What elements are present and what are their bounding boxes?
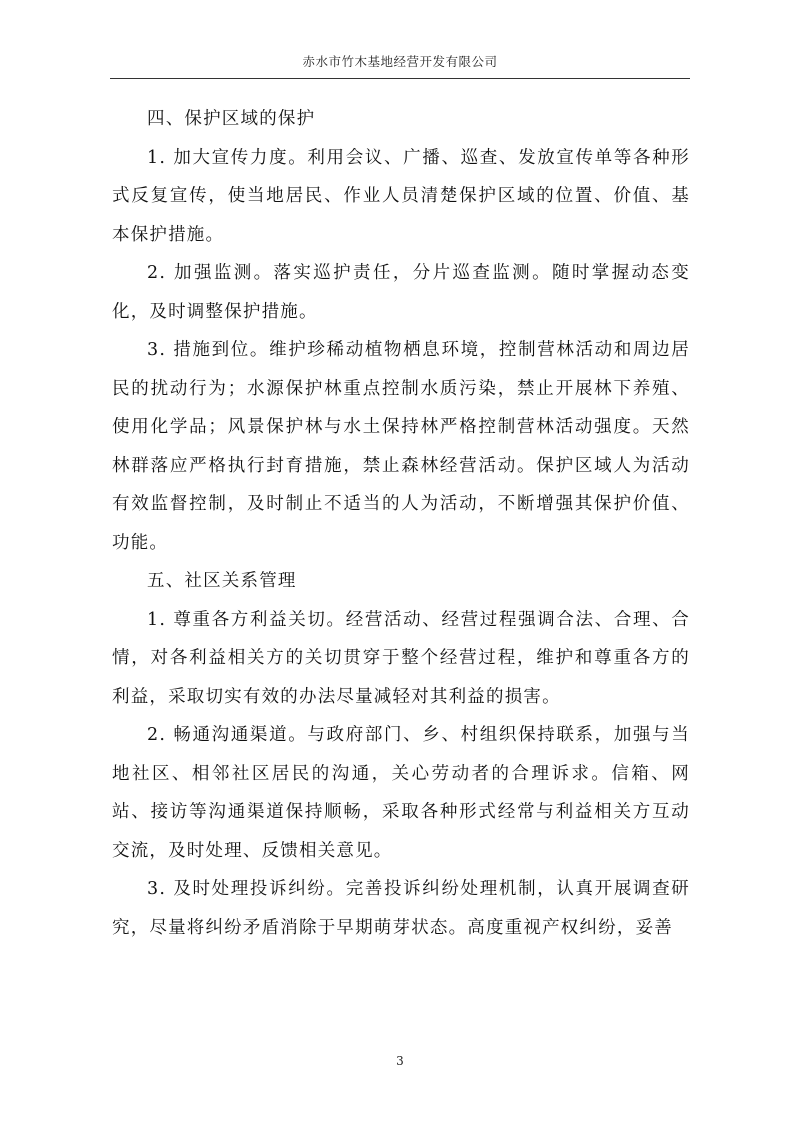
section-heading-protection: 四、保护区域的保护 — [147, 109, 316, 129]
paragraph: 2. 畅通沟通渠道。与政府部门、乡、村组织保持联系，加强与当地社区、相邻社区居民的沟通，关心劳动者的合理诉求。信箱、网站、接访等沟通渠道保持顺畅，采取各种形式经常与利益相关方互动交流，及时处理、反馈相关意见。 — [112, 725, 690, 861]
page-number: 3 — [396, 1054, 404, 1068]
section-heading-community: 五、社区关系管理 — [147, 571, 297, 591]
paragraph: 3. 及时处理投诉纠纷。完善投诉纠纷处理机制，认真开展调查研究，尽量将纠纷矛盾消除于早期萌芽状态。高度重视产权纠纷，妥善 — [112, 879, 690, 938]
header-divider — [110, 78, 690, 79]
page-header: 赤水市竹木基地经营开发有限公司 — [302, 54, 498, 69]
paragraph: 1. 尊重各方利益关切。经营活动、经营过程强调合法、合理、合情，对各利益相关方的关切贯穿于整个经营过程，维护和尊重各方的利益，采取切实有效的办法尽量减轻对其利益的损害。 — [112, 609, 690, 707]
document-body — [112, 100, 690, 947]
paragraph: 1. 加大宣传力度。利用会议、广播、巡查、发放宣传单等各种形式反复宣传，使当地居民、作业人员清楚保护区域的位置、价值、基本保护措施。 — [112, 147, 690, 245]
paragraph: 2. 加强监测。落实巡护责任，分片巡查监测。随时掌握动态变化，及时调整保护措施。 — [112, 263, 690, 322]
paragraph: 3. 措施到位。维护珍稀动植物栖息环境，控制营林活动和周边居民的扰动行为；水源保护林重点控制水质污染，禁止开展林下养殖、使用化学品；风景保护林与水土保持林严格控制营林活动强度。天然林群落应严格执行封育措施，禁止森林经营活动。保护区域人为活动有效监督控制，及时制止不适当的人为活动，不断增强其保护价值、功能。 — [112, 340, 690, 553]
